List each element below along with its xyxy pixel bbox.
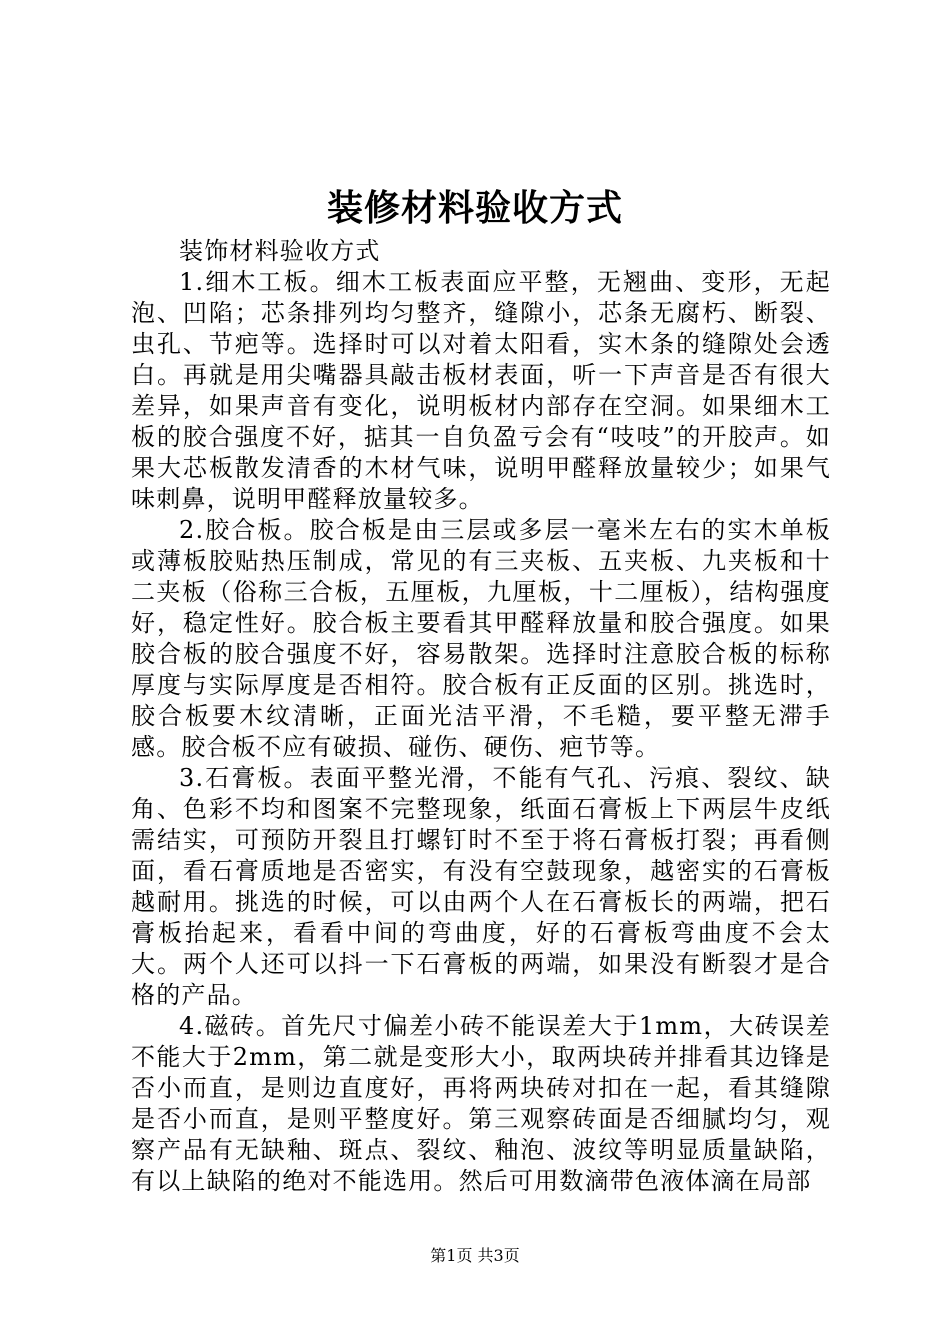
paragraph-blockboard: 1.细木工板。细木工板表面应平整，无翘曲、变形，无起泡、凹陷；芯条排列均匀整齐，缝隙小，芯条无腐朽、断裂、虫孔、节疤等。选择时可以对着太阳看，实木条的缝隙处会透白。再就是用尖嘴器具敲击板材表面，听一下声音是否有很大差异，如果声音有变化，说明板材内部存在空洞。如果细木工板的胶合强度不好，掂其一自负盈亏会有“吱吱”的开胶声。如果大芯板散发清香的木材气味，说明甲醛释放量较少；如果气味刺鼻，说明甲醛释放量较多。 [131,268,831,513]
paragraph-plywood: 2.胶合板。胶合板是由三层或多层一毫米左右的实木单板或薄板胶贴热压制成，常见的有三夹板、五夹板、九夹板和十二夹板（俗称三合板，五厘板，九厘板，十二厘板），结构强度好，稳定性好。胶合板主要看其甲醛释放量和胶合强度。如果胶合板的胶合强度不好，容易散架。选择时注意胶合板的标称厚度与实际厚度是否相符。胶合板有正反面的区别。挑选时，胶合板要木纹清晰，正面光洁平滑，不毛糙，要平整无滞手感。胶合板不应有破损、碰伤、硬伤、疤节等。 [131,516,831,761]
page-number-footer: 第1页 共3页 [430,1246,520,1265]
paragraph-tiles: 4.磁砖。首先尺寸偏差小砖不能误差大于1mm，大砖误差不能大于2mm，第二就是变形大小，取两块砖并排看其边锋是否小而直，是则边直度好，再将两块砖对扣在一起，看其缝隙是否小而直，是则平整度好。第三观察砖面是否细腻均匀，观察产品有无缺釉、斑点、裂纹、釉泡、波纹等明显质量缺陷，有以上缺陷的绝对不能选用。然后可用数滴带色液体滴在局部 [131,1012,831,1195]
document-body [131,236,831,1197]
subtitle-paragraph: 装饰材料验收方式 [179,237,381,265]
document-title: 装修材料验收方式 [326,187,623,229]
paragraph-gypsum-board: 3.石膏板。表面平整光滑，不能有气孔、污痕、裂纹、缺角、色彩不均和图案不完整现象，纸面石膏板上下两层牛皮纸需结实，可预防开裂且打螺钉时不至于将石膏板打裂；再看侧面，看石膏质地是否密实，有没有空鼓现象，越密实的石膏板越耐用。挑选的时候，可以由两个人在石膏板长的两端，把石膏板抬起来，看看中间的弯曲度，好的石膏板弯曲度不会太大。两个人还可以抖一下石膏板的两端，如果没有断裂才是合格的产品。 [131,764,831,1009]
